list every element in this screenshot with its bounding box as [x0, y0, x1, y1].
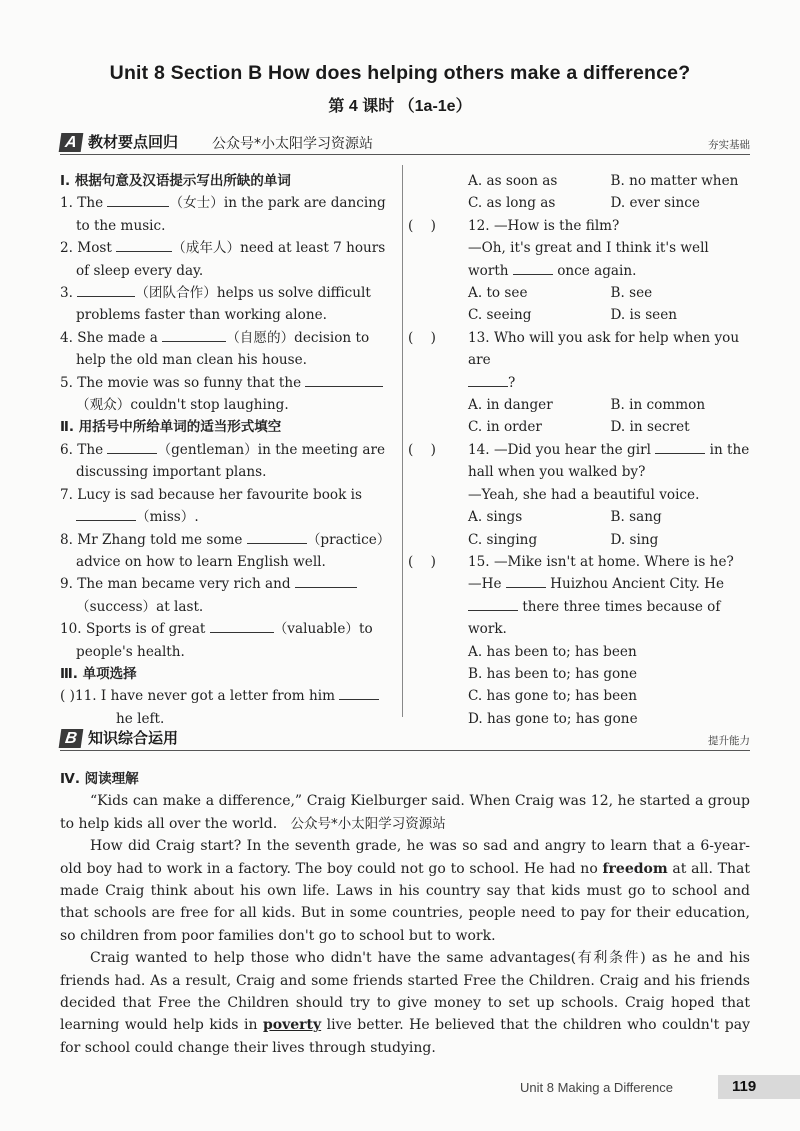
q11-option-b[interactable]: B. no matter when: [610, 173, 739, 189]
keyword-freedom: freedom: [602, 860, 668, 877]
page-number: 119: [718, 1075, 800, 1099]
q11-stem-a: 11. I have never got a letter from him: [74, 688, 340, 705]
q1-blank[interactable]: [107, 192, 169, 207]
question-9: [60, 573, 400, 618]
q15-stem-c: there three times because of: [522, 598, 721, 615]
q9-blank[interactable]: [295, 573, 357, 588]
footer-unit-text: Unit 8 Making a Difference: [520, 1080, 673, 1095]
q15-stem-d: work.: [468, 621, 507, 638]
q12-options: [408, 282, 753, 304]
question-8: [60, 529, 400, 574]
q13-option-d[interactable]: D. in secret: [610, 419, 690, 436]
paragraph-1-text: “Kids can make a difference,” Craig Kielburger said. When Craig was 12, he started a group to help kids all over the world.: [60, 793, 750, 832]
question-1: [60, 192, 400, 237]
q15-option-c[interactable]: C. has gone to; has been: [468, 688, 637, 705]
q8-text-b: （practice）: [306, 531, 391, 548]
q11-option-d[interactable]: D. ever since: [610, 195, 700, 212]
paragraph-2-text-b: at all. That made Craig think about his own life. Laws in his country say that kids must go to school and that schools are free for all kids. But in some countries, people need to pay for their education, so children from poor families don't go to school but to work.: [60, 860, 750, 944]
q13-option-b[interactable]: B. in common: [610, 397, 706, 414]
paragraph-1: [60, 790, 750, 835]
q11-blank: [339, 685, 379, 700]
question-13: [408, 327, 753, 394]
reading-heading: Ⅳ. 阅读理解: [60, 771, 139, 787]
q12-stem-a: 12. —How is the film?: [468, 217, 620, 234]
q3-text-c: problems faster than working alone.: [76, 307, 327, 324]
page-title: Unit 8 Section B How does helping others make a difference?: [109, 62, 691, 84]
paragraph-1-watermark: 公众号*小太阳学习资源站: [290, 815, 446, 832]
question-5: [60, 372, 400, 417]
section-a-badge: A: [59, 133, 84, 152]
question-11: [60, 685, 400, 730]
q15-stem-b1: —He: [468, 576, 506, 593]
q1-text-c: to the music.: [76, 217, 166, 234]
q9-text-c: （success）at last.: [76, 598, 204, 615]
section-b-title: 知识综合运用: [88, 730, 179, 747]
q10-blank[interactable]: [210, 618, 274, 633]
q8-text-a: 8. Mr Zhang told me some: [60, 531, 247, 548]
q3-text-a: 3.: [60, 285, 78, 302]
q12-options-row2: [408, 304, 753, 326]
q13-options-row2: [408, 416, 753, 438]
q14-stem-b: in the: [709, 441, 750, 458]
q4-text-b: （自愿的）decision to: [226, 329, 370, 346]
q12-stem-d: once again.: [557, 262, 637, 279]
q14-blank: [655, 439, 705, 454]
q3-text-b: （团队合作）helps us solve difficult: [135, 285, 371, 302]
q10-text-c: people's health.: [76, 643, 185, 660]
section-b-badge: B: [59, 729, 84, 748]
question-15: [408, 551, 753, 641]
q5-text-c: （观众）couldn't stop laughing.: [76, 397, 289, 414]
watermark-text: 公众号*小太阳学习资源站: [212, 136, 373, 152]
q2-text-c: of sleep every day.: [76, 262, 204, 279]
section-b-tag: 提升能力: [708, 735, 750, 747]
q9-text-a: 9. The man became very rich and: [60, 576, 295, 593]
question-2: [60, 237, 400, 282]
q11-option-a[interactable]: A. as soon as: [468, 173, 558, 189]
q6-text-c: discussing important plans.: [76, 464, 267, 481]
section-a-title: 教材要点回归: [88, 134, 179, 151]
part1-heading: Ⅰ. 根据句意及汉语提示写出所缺的单词: [60, 173, 291, 189]
question-3: [60, 282, 400, 327]
question-7: [60, 484, 400, 529]
q13-option-a[interactable]: A. in danger: [468, 397, 553, 414]
q12-option-c[interactable]: C. seeing: [468, 307, 532, 324]
page-footer: [520, 1075, 800, 1101]
q15-answer-paren[interactable]: ( ): [408, 553, 436, 570]
q6-text-b: （gentleman）in the meeting are: [157, 441, 386, 458]
q15-option-d[interactable]: D. has gone to; has gone: [468, 710, 638, 727]
q15-blank-1: [506, 573, 546, 588]
q7-blank[interactable]: [76, 506, 136, 521]
q14-stem-c: hall when you walked by?: [468, 464, 646, 481]
q14-stem-a: 14. —Did you hear the girl: [468, 441, 656, 458]
q12-option-d[interactable]: D. is seen: [610, 307, 678, 324]
section-a-header: [60, 132, 750, 155]
q13-blank: [468, 372, 508, 387]
q11-option-c[interactable]: C. as long as: [468, 195, 556, 212]
keyword-poverty: poverty: [262, 1017, 322, 1034]
paragraph-2-text-a: How did Craig start? In the seventh grade, he was so sad and angry to learn that a 6-year-old boy had to work in a factory. The boy could not go to school. He had no: [60, 838, 750, 877]
q11-answer-paren[interactable]: ( ): [60, 688, 75, 705]
q1-text-b: （女士）in the park are dancing: [169, 195, 386, 212]
q13-options: [408, 394, 753, 416]
q1-text-a: 1. The: [60, 195, 108, 212]
q15-blank-2: [468, 596, 518, 611]
question-12: [408, 215, 753, 282]
part2-heading: Ⅱ. 用括号中所给单词的适当形式填空: [60, 419, 282, 436]
q4-text-a: 4. She made a: [60, 329, 163, 346]
q15-option-b[interactable]: B. has been to; has gone: [468, 665, 638, 682]
q3-blank[interactable]: [77, 282, 135, 297]
q15-stem-b2: Huizhou Ancient City. He: [550, 576, 725, 593]
q13-stem-b: ?: [508, 374, 516, 391]
question-4: [60, 327, 400, 372]
q12-answer-paren[interactable]: ( ): [408, 217, 436, 234]
q11-options: [408, 170, 753, 192]
question-10: [60, 618, 400, 663]
reading-passage: [60, 768, 750, 1059]
q10-text-a: 10. Sports is of great: [60, 621, 210, 638]
q14-stem-d: —Yeah, she had a beautiful voice.: [468, 486, 700, 503]
q4-blank[interactable]: [162, 327, 226, 342]
section-a-tag: 夯实基础: [708, 139, 750, 151]
q13-stem-a: 13. Who will you ask for help when you are: [468, 329, 740, 369]
q13-option-c[interactable]: C. in order: [468, 419, 542, 436]
q7-text-c: （miss）.: [136, 509, 199, 526]
q5-text-a: 5. The movie was so funny that the: [60, 374, 306, 391]
part3-heading: Ⅲ. 单项选择: [60, 665, 137, 682]
q6-text-a: 6. The: [60, 441, 108, 458]
paragraph-3-text-a: Craig wanted to help those who didn't have the same advantages(有利条件) as he and his friends had. As a result, Craig and some friends started Free the Children. Craig and his friends decided that Free the Children should try to give money to set up schools. Craig hoped that learning would help kids in: [60, 950, 750, 1034]
q13-answer-paren[interactable]: ( ): [408, 329, 436, 346]
column-divider: [402, 165, 403, 717]
q5-blank[interactable]: [305, 372, 383, 387]
lesson-subtitle: 第 4 课时 （1a-1e）: [328, 98, 472, 115]
q15-stem-a: 15. —Mike isn't at home. Where is he?: [468, 553, 734, 570]
q6-blank[interactable]: [107, 439, 157, 454]
q14-option-c[interactable]: C. singing: [468, 531, 538, 548]
q2-text-a: 2. Most: [60, 240, 117, 257]
q2-blank[interactable]: [116, 237, 172, 252]
q14-options-row2: [408, 529, 753, 551]
q11-options-row2: [408, 192, 753, 214]
paragraph-3-text-b: live better. He believed that the children who couldn't pay for school could change their lives through studying.: [60, 1017, 750, 1056]
q8-blank[interactable]: [247, 529, 307, 544]
section-b-header: [60, 728, 750, 751]
question-6: [60, 439, 400, 484]
q15-option-a[interactable]: A. has been to; has been: [468, 643, 637, 660]
q14-answer-paren[interactable]: ( ): [408, 441, 436, 458]
q8-text-c: advice on how to learn English well.: [76, 553, 326, 570]
q14-option-b[interactable]: B. sang: [610, 509, 662, 526]
q12-option-b[interactable]: B. see: [610, 285, 653, 302]
paragraph-3: [60, 947, 750, 1059]
q14-options: [408, 506, 753, 528]
q15-options: [408, 641, 753, 731]
paragraph-2: [60, 835, 750, 947]
q4-text-c: help the old man clean his house.: [76, 352, 308, 369]
q12-blank: [513, 260, 553, 275]
q14-option-a[interactable]: A. sings: [468, 509, 523, 526]
q10-text-b: （valuable）to: [273, 621, 373, 638]
question-14: [408, 439, 753, 506]
left-column: [60, 170, 400, 730]
q14-option-d[interactable]: D. sing: [610, 531, 659, 548]
q12-option-a[interactable]: A. to see: [468, 285, 528, 302]
q2-text-b: （成年人）need at least 7 hours: [172, 240, 386, 257]
q12-stem-c: worth: [468, 262, 513, 279]
right-column: [408, 170, 753, 730]
q12-stem-b: —Oh, it's great and I think it's well: [468, 240, 709, 257]
q7-text-a: 7. Lucy is sad because her favourite book is: [60, 486, 362, 503]
q11-stem-b: he left.: [116, 710, 165, 727]
